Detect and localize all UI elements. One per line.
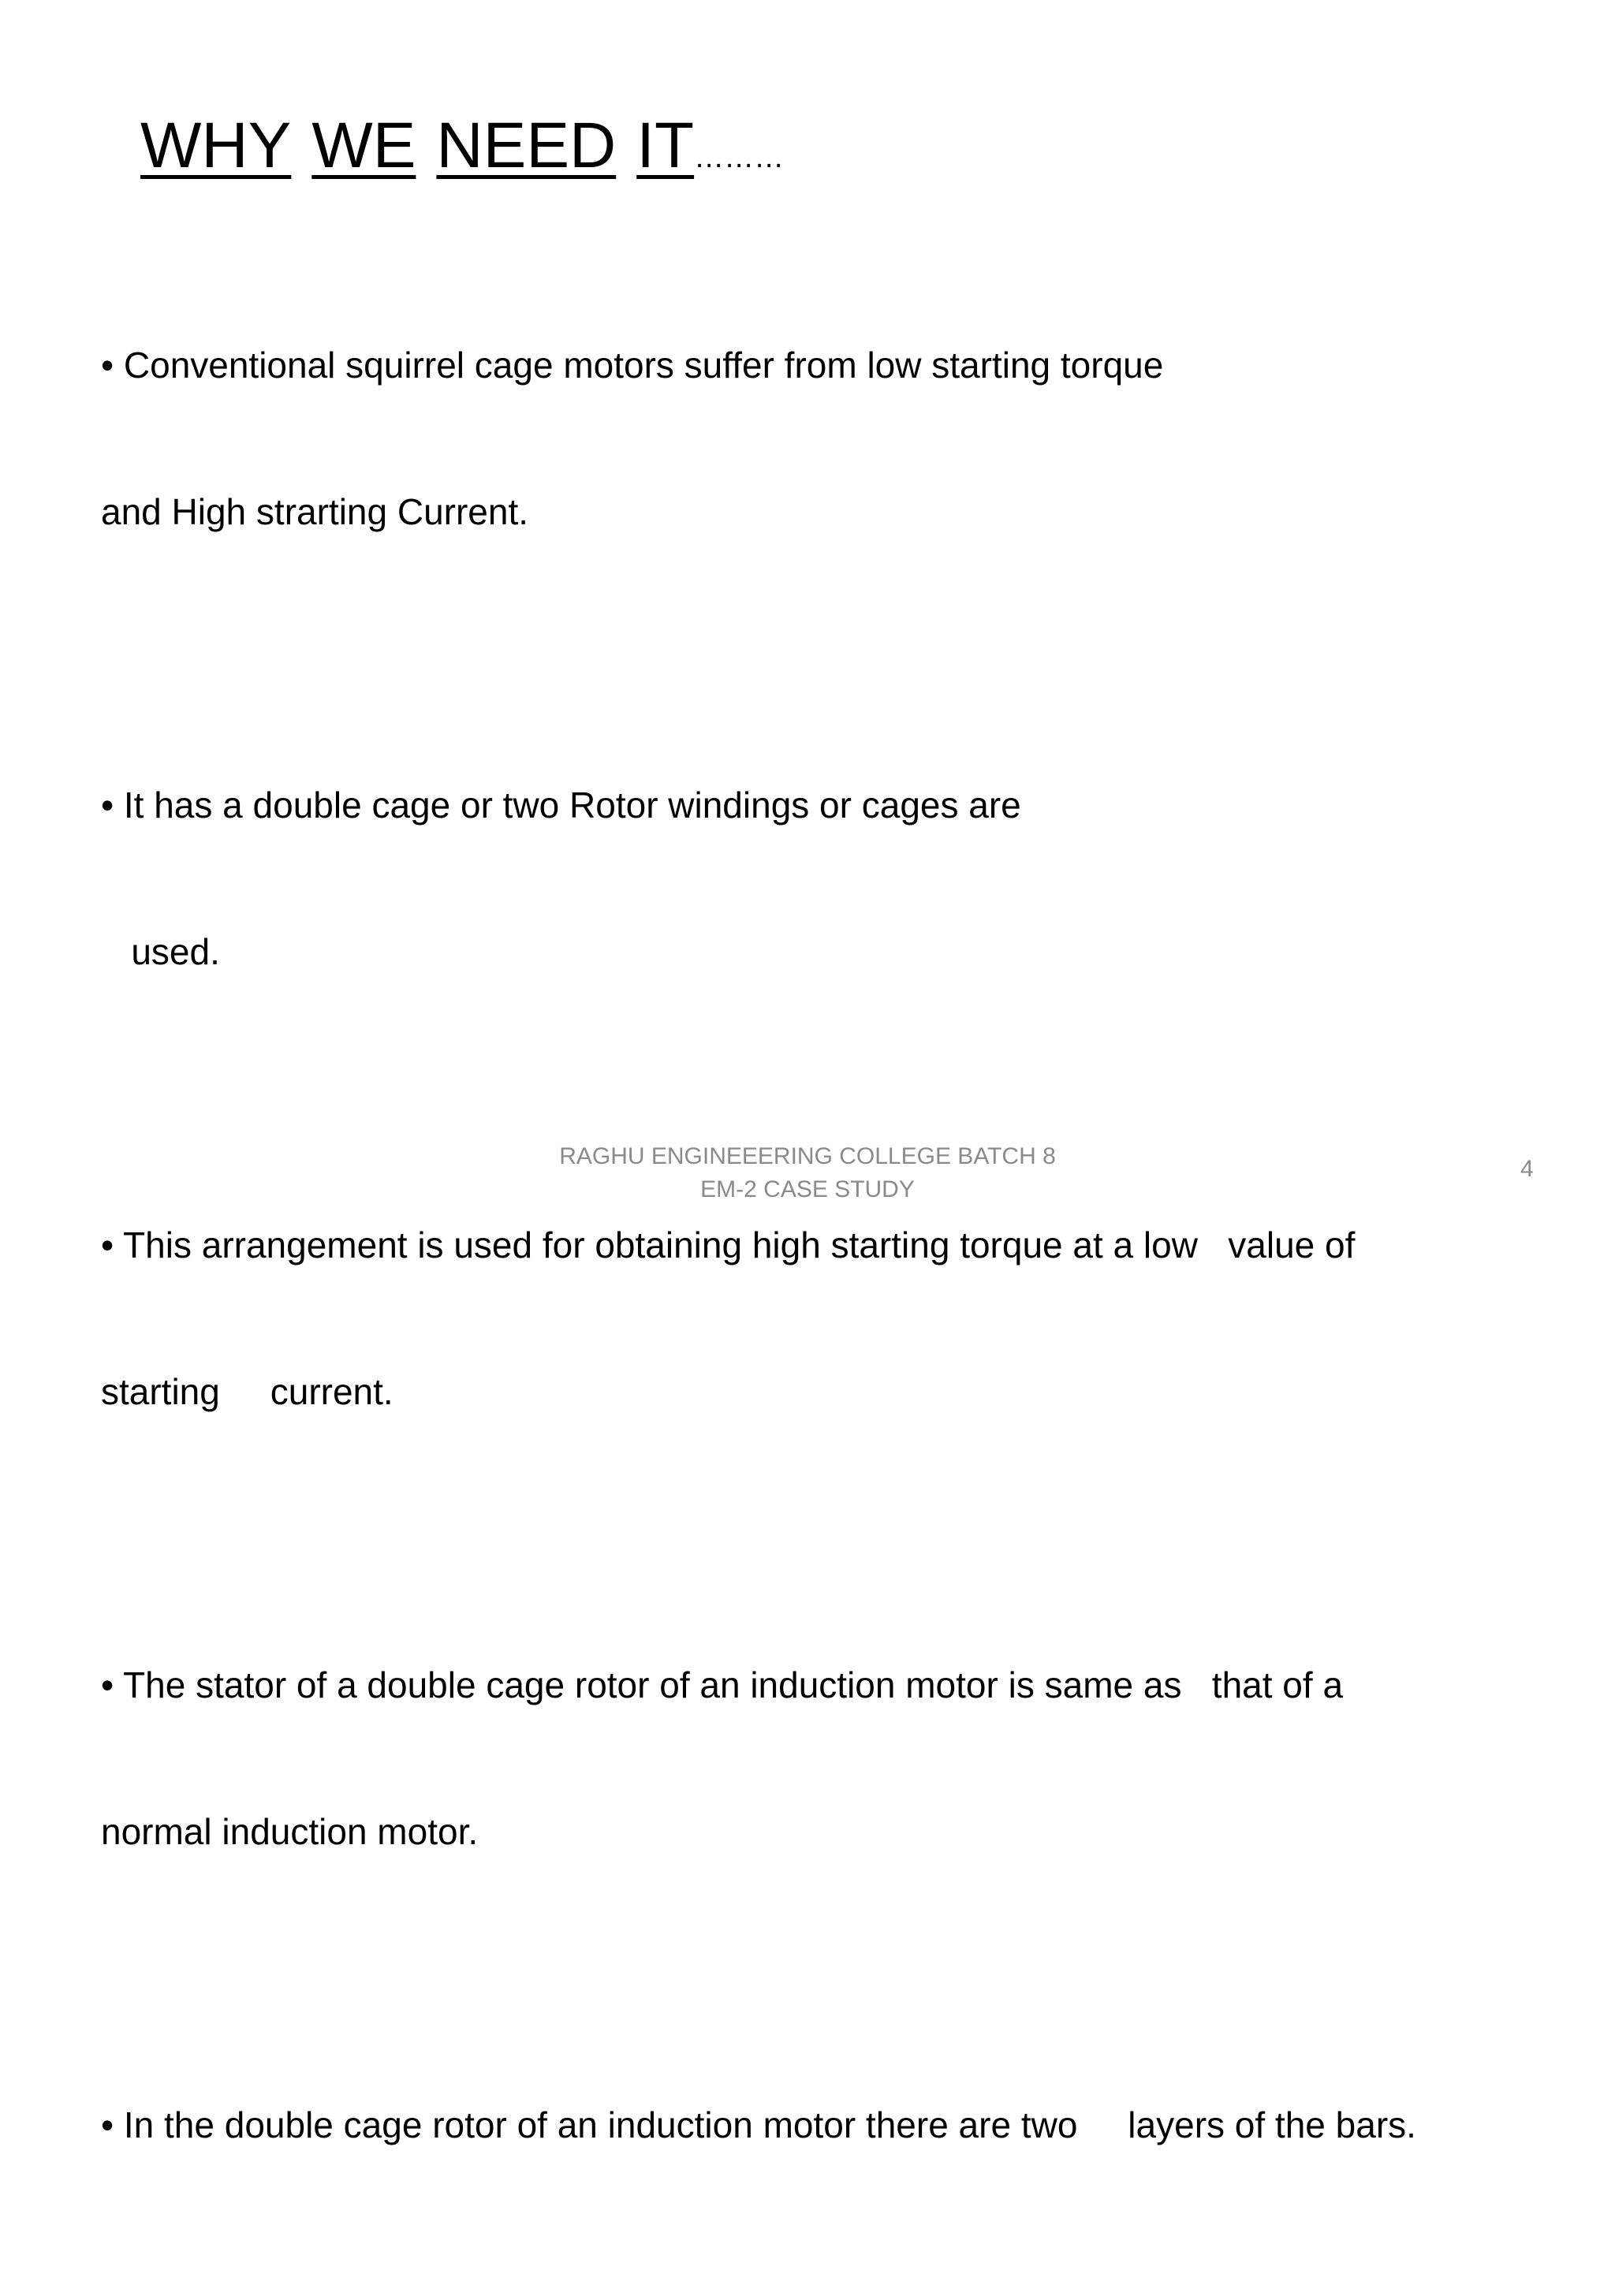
slide-title: [140, 109, 784, 183]
bullet-list: [101, 243, 1536, 2296]
bullet-line: • Conventional squirrel cage motors suffer from low starting torque: [101, 345, 1164, 386]
page-number: 4: [1520, 1156, 1534, 1182]
bullet-line: • It has a double cage or two Rotor windings or cages are: [101, 785, 1021, 826]
bullet-line: and High strarting Current.: [101, 491, 529, 532]
bullet-line: • This arrangement is used for obtaining high starting torque at a low value of: [101, 1224, 1356, 1265]
title-word-we: WE: [311, 110, 416, 181]
bullet-line: starting current.: [101, 1371, 393, 1412]
bullet-item: [101, 2003, 1536, 2247]
bullet-item: [101, 1563, 1536, 1954]
bullet-line: • The stator of a double cage rotor of an induction motor is same as that of a: [101, 1664, 1344, 1705]
bullet-item: [101, 243, 1536, 634]
bullet-line: used.: [101, 931, 220, 972]
title-word-need: NEED: [436, 110, 617, 181]
title-word-it: IT: [636, 110, 695, 181]
bullet-line: • In the double cage rotor of an induction motor there are two layers of the bars.: [101, 2104, 1416, 2145]
slide-footer: [0, 1140, 1615, 1206]
footer-college: RAGHU ENGINEEERING COLLEGE BATCH 8: [559, 1143, 1056, 1169]
footer-case-study: EM-2 CASE STUDY: [700, 1176, 915, 1202]
title-ellipsis: ………: [694, 141, 785, 174]
bullet-item: [101, 683, 1536, 1074]
bullet-line: normal induction motor.: [101, 1811, 479, 1852]
title-word-why: WHY: [140, 110, 292, 181]
